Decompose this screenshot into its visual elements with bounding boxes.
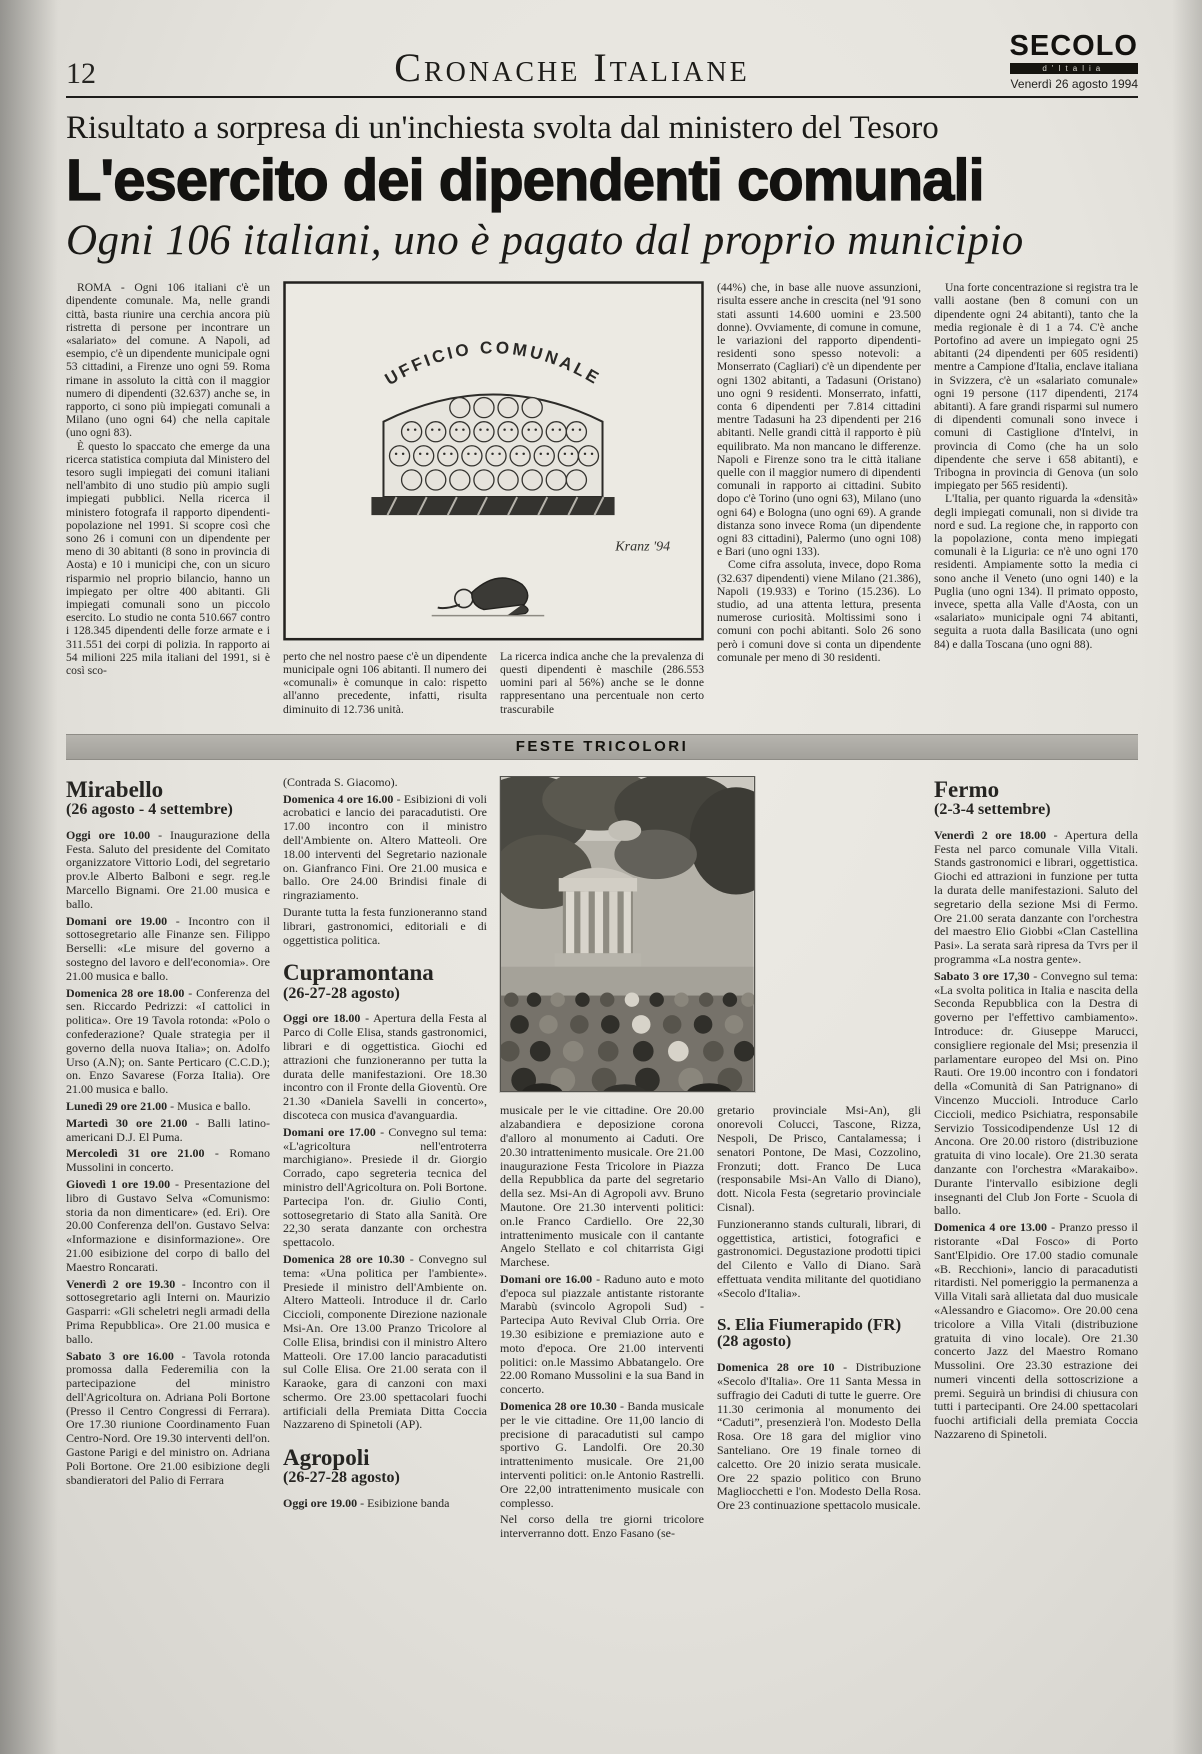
article-paragraph: perto che nel nostro paese c'è un dipendente municipale ogni 106 abitanti. Il numero dei «comunali» è comunque in calo: rispetto all'anno precedente, infatti, risulta diminuito di 12.736 unità.	[283, 649, 487, 716]
event-entry: Domenica 28 ore 10.30 - Banda musicale per le vie cittadine. Ore 11,00 lancio di precisione di paracadutisti sul campo sportivo G. Landolfi. Ore 20.30 intrattenimento musicale. Ore 21,00 interventi politici: on.le Antonio Rastrelli. Ore 22,00 intrattenimento musicale con complesso.	[500, 1399, 704, 1510]
feste-tricolori-banner	[66, 734, 1138, 760]
masthead-title: SECOLO	[1009, 30, 1138, 62]
event-entry: Oggi ore 19.00 - Esibizione banda	[283, 1496, 450, 1511]
article-column-3	[500, 650, 704, 716]
town-heading-cupramontana: Cupramontana	[283, 960, 434, 986]
article-column-5	[934, 281, 1138, 716]
event-entry: Funzioneranno stands culturali, librari, di oggettistica, artistici, fotografici e gastronomici. Degustazione prodotti tipici del Cilento e Vallo di Diano. Sarà effettuata vendita militante del quotidiano «Secolo d'Italia».	[717, 1216, 921, 1300]
event-entry: Venerdì 2 ore 18.00 - Apertura della Festa nel parco comunale Villa Vitali. Stands gastronomici e librari, oggettistica. Giochi ed attrazioni in funzione per tutta la durata delle manifestazioni. Saluto del segretario della sezione Msi di Fermo. Ore 21.00 serata danzante con l'orchestra del maestro Elio Giobbi «Clan Castellina Pasi». La serata sarà ripresa da Tvrs per il programma «La nostra gente».	[934, 827, 1138, 966]
photo-monument	[555, 868, 642, 967]
section-title: Cronache Italiane	[394, 45, 750, 90]
article-column-2	[283, 650, 487, 716]
article-paragraph: ROMA - Ogni 106 italiani c'è un dipendente comunale. Ma, nelle grandi città, basta riunire una cerchia ancora più ristretta di persone per incontrare un «salariato» del comune. A Napoli, ad esempio, c'è un dipendente municipale ogni 53 cittadini, a Firenze uno ogni 59. Roma rimane in assoluto la città con il maggior numero di dipendenti (32.637) anche se, in rapporto, ci sono più impiegati comunali a Milano (uno ogni 64) che nella capitale (uno ogni 83).	[66, 281, 270, 440]
event-entry: Venerdì 2 ore 19.30 - Incontro con il sottosegretario agli Interni on. Maurizio Gasparri: «Gli scheletri negli armadi della Prima Repubblica». Ore 21.00 musica e ballo.	[66, 1276, 270, 1346]
event-entry: (Contrada S. Giacomo).	[283, 775, 398, 789]
event-entry: Domani ore 17.00 - Convegno sul tema: «L'agricoltura nell'entroterra marchigiano». Presiede il dr. Giorgio Corrado, capo segreteria tecnica del ministro dell'Agricoltura on. Poli Bortone. Partecipa l'on. dr. Giulio Conti, sottosegretario di Stato alla Sanità. Ore 22,30 serata danzante con orchestra spettacolo.	[283, 1124, 488, 1250]
article-headlines	[66, 110, 1138, 265]
event-entry: Nel corso della tre giorni tricolore interverranno dott. Enzo Fasano (se-	[500, 1512, 704, 1541]
masthead	[948, 32, 1138, 91]
town-dates-selia: (28 agosto)	[717, 1333, 792, 1351]
town-heading-fermo: Fermo	[934, 776, 1000, 802]
town-dates-agropoli: (26-27-28 agosto)	[283, 1469, 400, 1487]
cartoon-counter	[371, 497, 614, 515]
event-list-agropoli	[283, 1497, 487, 1511]
town-heading-selia: S. Elia Fiumerapido (FR)	[717, 1315, 902, 1335]
feste-banner-label: FESTE TRICOLORI	[515, 738, 689, 756]
feste-middle-block	[500, 776, 921, 1721]
town-heading-agropoli: Agropoli	[283, 1445, 370, 1471]
event-entry: Domenica 4 ore 16.00 - Esibizioni di voli acrobatici e lancio dei paracadutisti. Ore 17.00 incontro con il ministro dell'Ambiente on. Altero Matteoli. Ore 18.00 interventi del Segretario nazionale on. Gianfranco Fini. Ore 21.00 musica e ballo. Ore 24.00 Brindisi finale di ringraziamento.	[283, 791, 487, 903]
article-paragraph: Come cifra assoluta, invece, dopo Roma (32.637 dipendenti) viene Milano (21.386), Napoli (19.933) e Torino (15.236). Lo studio, ad una attenta lettura, presenta numerose curiosità. Moltissimi sono i comuni con pochi abitanti. Solo 26 sono però i comuni dove si conta un dipendente comunale per meno di 30 residenti.	[717, 558, 921, 664]
event-entry: Domenica 28 ore 10.30 - Convegno sul tema: «Una politica per l'ambiente». Presiede il ministro dell'Ambiente on. Altero Matteoli. Introduce il dr. Carlo Ciccioli, componente Direzione nazionale Msi-An. Ore 13.00 Pranzo Tricolore al Colle Elisa, brindisi con il ministro Altero Matteoli. Ore 17.00 lancio paracadutisti sul Colle Elisa. Ore 21.00 serata con il Karaoke, gara di canzoni con maxi schermo. Ore 23.00 spettacolari fuochi artificiali della Premiata Ditta Coccia Nazzareno di Spinetoli (AP).	[283, 1251, 487, 1432]
event-entry: Oggi ore 18.00 - Apertura della Festa al Parco di Colle Elisa, stands gastronomici, librari e di oggettistica. Giochi ed attrazioni che funzioneranno per tutta la durata delle manifestazioni. Ore 18.30 incontro con il Fronte della Gioventù. Ore 21.30 «Daniela Savelli in concerto», discoteca con musica d'avanguardia.	[283, 1011, 487, 1122]
event-entry: Oggi ore 10.00 - Inaugurazione della Festa. Saluto del presidente del Comitato organizzatore Vittorio Lodi, del segretario prov.le Alberto Balboni e segr. reg.le Marcello Bignami. Ore 21.00 musica e ballo.	[66, 827, 271, 911]
event-entry: Giovedì 1 ore 19.00 - Presentazione del libro di Gustavo Selva «Comunismo: storia da non dimenticare» (ed. Eri). Ore 20.00 Conferenza dell'on. Gustavo Selva: «Informazione e disinformazione». Ore 21.00 esibizione del corpo di ballo del Maestro Roncarati.	[66, 1176, 271, 1274]
article-paragraph: È questo lo spaccato che emerge da una ricerca statistica compiuta dal Ministero del tesoro sugli impiegati dei comuni italiani nell'ambito di uno studio più ampio sugli impiegati pubblici. Nella ricerca il ministero fotografa il rapporto dipendenti-popolazione nel 1991. Si scopre così che sono 26 i comuni con un dipendente per meno di 30 abitanti (8 sono in provincia di Aosta) e 10 i municipi che, con un sicuro risparmio nel proprio bilancio, hanno un impiegato per oltre 400 abitanti. Gli impiegati comunali sono un piccolo esercito. Lo studio ne conta 510.667 contro i 128.345 dipendenti delle forze armate e i 311.551 dei corpi di polizia. In rapporto ai 54 milioni 225 mila italiani del 1991, si è così sco-	[66, 439, 270, 678]
page-header	[66, 32, 1138, 98]
event-entry: Domani ore 16.00 - Raduno auto e moto d'epoca sul piazzale antistante ristorante Marabù (svincolo Agropoli Sud) - Partecipa Auto Revival Club Orria. Ore 19.30 esibizione e premiazione auto e moto d'epoca. Ore 21.00 interventi politici: on.le Massimo Abbatangelo. Ore 22.00 Romano Mussolini e la sua Band in concerto.	[500, 1271, 705, 1397]
article-body	[66, 281, 1138, 716]
cartoon-drawing	[283, 281, 704, 641]
town-heading-mirabello: Mirabello	[66, 776, 164, 802]
event-list-cupramontana	[283, 1012, 487, 1432]
feste-column-5	[934, 776, 1138, 1721]
event-entry: gretario provinciale Msi-An), gli onorevoli Colucci, Tascone, Rizza, Nespoli, De Prisco, Cantalamessa; i senatori Pontone, De Masi, Cozzolino, Fronzuti; dott. Franco De Luca (responsabile Msi-An Vallo di Diano), dott. Nicola Festa (segretario provinciale Cisnal).	[717, 1103, 921, 1214]
event-entry: Sabato 3 ore 16.00 - Tavola rotonda promossa dalla Federemilia con la partecipazione del ministro dell'Agricoltura on. Adriana Poli Bortone (Presso il Centro Congressi di Ferrara). Ore 17.30 riunione Coordinamento Fuan Centro-Nord. Ore 19.30 interventi dell'on. Gastone Parigi e del ministro on. Adriana Poli Bortone. Ore 21.00 esibizione degli sbandieratori del Palio di Ferrara	[66, 1348, 271, 1487]
article-column-1	[66, 281, 270, 716]
event-list-selia	[717, 1361, 921, 1513]
event-list-mirabello	[66, 829, 270, 1488]
article-paragraph: La ricerca indica anche che la prevalenza di questi dipendenti è maschile (286.553 uomini pari al 56%) anche se le donne rappresentano una percentuale non certo trascurabile	[500, 649, 704, 716]
event-list-fermo	[934, 829, 1138, 1442]
masthead-logo	[1010, 32, 1138, 74]
event-entry: Domani ore 19.00 - Incontro con il sottosegretario alle Finanze sen. Filippo Berselli: «Le misure del governo a sostegno del lavoro e dell'economia». Ore 21.00 musica e ballo.	[66, 913, 270, 983]
event-list-agropoli-cont	[500, 1104, 704, 1541]
article-headline: L'esercito dei dipendenti comunali	[66, 148, 984, 213]
event-list-mirabello-cont	[283, 776, 487, 948]
town-dates-cupramontana: (26-27-28 agosto)	[283, 984, 400, 1002]
page-number: 12	[66, 57, 96, 90]
article-subhead: Ogni 106 italiani, uno è pagato dal proprio municipio	[66, 217, 1024, 265]
article-paragraph: (44%) che, in base alle nuove assunzioni, risulta essere anche in crescita (nel '91 sono stati assunti 14.600 uomini e 23.500 donne). Ovviamente, di comune in comune, le variazioni del rapporto dipendenti-residenti sono spesso notevoli: a Monserrato (Cagliari) c'è un dipendente per ogni 1302 abitanti, a Tadasuni (Oristano) uno ogni 9 residenti. Monserrato, infatti, conta 6 dipendenti per 7.814 cittadini mentre Tadasuni ha 23 dipendenti per 216 abitanti. Nelle grandi città il rapporto è più equilibrato. Ma non mancano le differenze. Napoli e Firenze sono tra le città italiane quelle con il maggior numero di dipendenti comunali in rapporto ai cittadini. Subito dopo c'è Torino (uno ogni 63), Milano (uno ogni 64) e Bologna (uno ogni 69). A grande distanza sono invece Roma (un dipendente ogni 83 cittadini), Palermo (uno ogni 108) e Bari (uno ogni 133).	[717, 281, 921, 559]
article-paragraph: Una forte concentrazione si registra tra le valli aostane (ben 8 comuni con un dipendente ogni 24 abitanti), tanto che la media regionale è di 1 a 74. C'è anche Portofino ad avere un impiegato ogni 25 abitanti (24 dipendenti per 605 residenti) mentre a Campione d'Italia, enclave italiana in Svizzera, c'è un «salariato comunale» ogni 19 persone (117 dipendenti, 2174 abitanti). A fare grandi risparmi sul numero di dipendenti comunali sono invece i comuni di Castiglione d'Intelvi, in provincia di Como (che ha un solo dipendente che serve i 658 abitanti), e Tribogna in provincia di Genova (un solo impiegato per 565 residenti).	[934, 281, 1138, 493]
photo-crowd	[500, 992, 755, 1092]
page-content	[66, 32, 1138, 1721]
feste-section	[66, 776, 1138, 1721]
editorial-cartoon	[283, 281, 704, 641]
event-entry: Mercoledì 31 ore 21.00 - Romano Mussolini in concerto.	[66, 1146, 270, 1175]
town-dates-mirabello: (26 agosto - 4 settembre)	[66, 801, 233, 819]
article-paragraph: L'Italia, per quanto riguarda la «densità» degli impiegati comunali, non si divide tra nord e sud. La regione che, in rapporto con la popolazione, conta meno impiegati comunali è la Liguria: ce n'è uno ogni 170 residenti. Ampiamente sotto la media ci sono anche il Veneto (uno ogni 140) e la Puglia (uno ogni 134). Il primato opposto, invece, spetta alla Valle d'Aosta, con un «salariato» municipale ogni 74 abitanti, seguita a ruota dalla Basilicata (uno ogni 84) e dalla Toscana (uno ogni 88).	[934, 492, 1138, 651]
event-entry: Domenica 28 ore 18.00 - Conferenza del sen. Riccardo Pedrizzi: «I cattolici in politica». Ore 19 Tavola rotonda: «Polo o confederazione? Quale strategia per il governo della nuova Italia»; on. Adolfo Urso (A.N); on. Sante Perticaro (C.C.D.); on. Enzo Savarese (Forza Italia). Ore 21.00 musica e ballo.	[66, 985, 270, 1097]
event-entry: Durante tutta la festa funzioneranno stand librari, gastronomici, editoriali e di oggettistica politica.	[283, 905, 487, 947]
cartoon-sign-text: UFFICIO COMUNALE	[381, 338, 605, 390]
event-entry: musicale per le vie cittadine. Ore 20.00 alzabandiera e deposizione corona d'alloro al monumento ai Caduti. Ore 20.30 intrattenimento musicale. Ore 21.00 inaugurazione Festa Tricolore in Piazza della Repubblica da parte del segretario della sez. Msi-An di Agropoli avv. Bruno Mautone. Ore 21.30 interventi politici: on.le Franco Cardiello. Ore 22,30 intrattenimento musicale con il cantante Angelo Stellato e col chitarrista Gigi Marchese.	[500, 1103, 704, 1270]
event-entry: Lunedì 29 ore 21.00 - Musica e ballo.	[66, 1098, 251, 1113]
cartoon-signature: Kranz '94	[615, 538, 671, 555]
festival-photo	[500, 776, 753, 1092]
event-entry: Domenica 4 ore 13.00 - Pranzo presso il ristorante «Dal Fosco» di Porto Sant'Elpidio. Ore 17.00 stadio comunale «B. Recchioni», lancio di paracadutisti ritardisti. Nel pomeriggio la permanenza a Villa Vitali sarà allietata dal duo musicale «Alessandro e Giacomo». Ore 20.00 cena tricolore a Villa Vitali (distribuzione gratuita di vino locale). Ore 21.30 concerto Jazz del Maestro Romano Mussolini. Ore 23.30 estrazione dei numeri vincenti della sottoscrizione a premi. Seguirà un brindisi di chiusura con tutti i partecipanti. Ore 24.00 spettacolari fuochi artificiali della premiata Coccia Nazzareno di Spinetoli.	[934, 1220, 1138, 1442]
photo-ground	[501, 967, 754, 998]
event-entry: Domenica 28 ore 10 - Distribuzione «Secolo d'Italia». Ore 11 Santa Messa in suffragio dei Caduti di tutte le guerre. Ore 11.30 cerimonia al monumento dei “Caduti”, presenzierà l'on. Modesto Della Rosa. Ore 18 gara del miglior vino Santeliano. Ore 19 finale torneo di calcetto. Ore 20 inizio serata musicale. Ore 22 spazio politico con Bruno Magliocchetti e l'on. Modesto Della Rosa. Ore 23 continuazione spettacolo musicale.	[717, 1360, 921, 1513]
article-column-4	[717, 281, 921, 716]
event-entry: Martedì 30 ore 21.00 - Balli latino-americani D.J. El Puma.	[66, 1115, 271, 1144]
feste-column-2	[283, 776, 487, 1721]
festival-photo-image	[500, 776, 755, 1092]
cartoon-office-wall	[371, 395, 614, 516]
feste-column-4	[717, 1104, 921, 1544]
feste-column-3	[500, 1104, 704, 1544]
feste-middle-columns	[500, 1104, 921, 1544]
feste-column-1	[66, 776, 270, 1721]
event-list-agropoli-cont2	[717, 1104, 921, 1300]
event-entry: Sabato 3 ore 17,30 - Convegno sul tema: «La svolta politica in Italia e nascita della Seconda Repubblica con la Destra di governo per l'effettivo cambiamento». Introduce: dr. Giuseppe Marucci, consigliere regionale del Msi; presenzia il parlamentare europeo del Msi on. Pino Rauti. Ore 19.00 incontro con i fondatori della «Comunità di San Patrignano» di Vincenzo Muccioli. Introduce Carlo Ciccioli, medico Psichiatra, responsabile Servizio Tossicodipendenze Usl 12 di Ancona. Ore 20.00 ristoro (distribuzione gratuita di vino locale). Ore 21.30 serata danzante con l'orchestra «Marakaibo». Durante l'intervallo esibizione degli insegnanti del Club Jon Forte - Scuola di ballo.	[934, 968, 1138, 1218]
town-dates-fermo: (2-3-4 settembre)	[934, 801, 1051, 819]
issue-date: Venerdì 26 agosto 1994	[1010, 77, 1138, 91]
masthead-bar: d'Italia	[1010, 63, 1138, 74]
article-kicker: Risultato a sorpresa di un'inchiesta svolta dal ministero del Tesoro	[66, 110, 939, 146]
